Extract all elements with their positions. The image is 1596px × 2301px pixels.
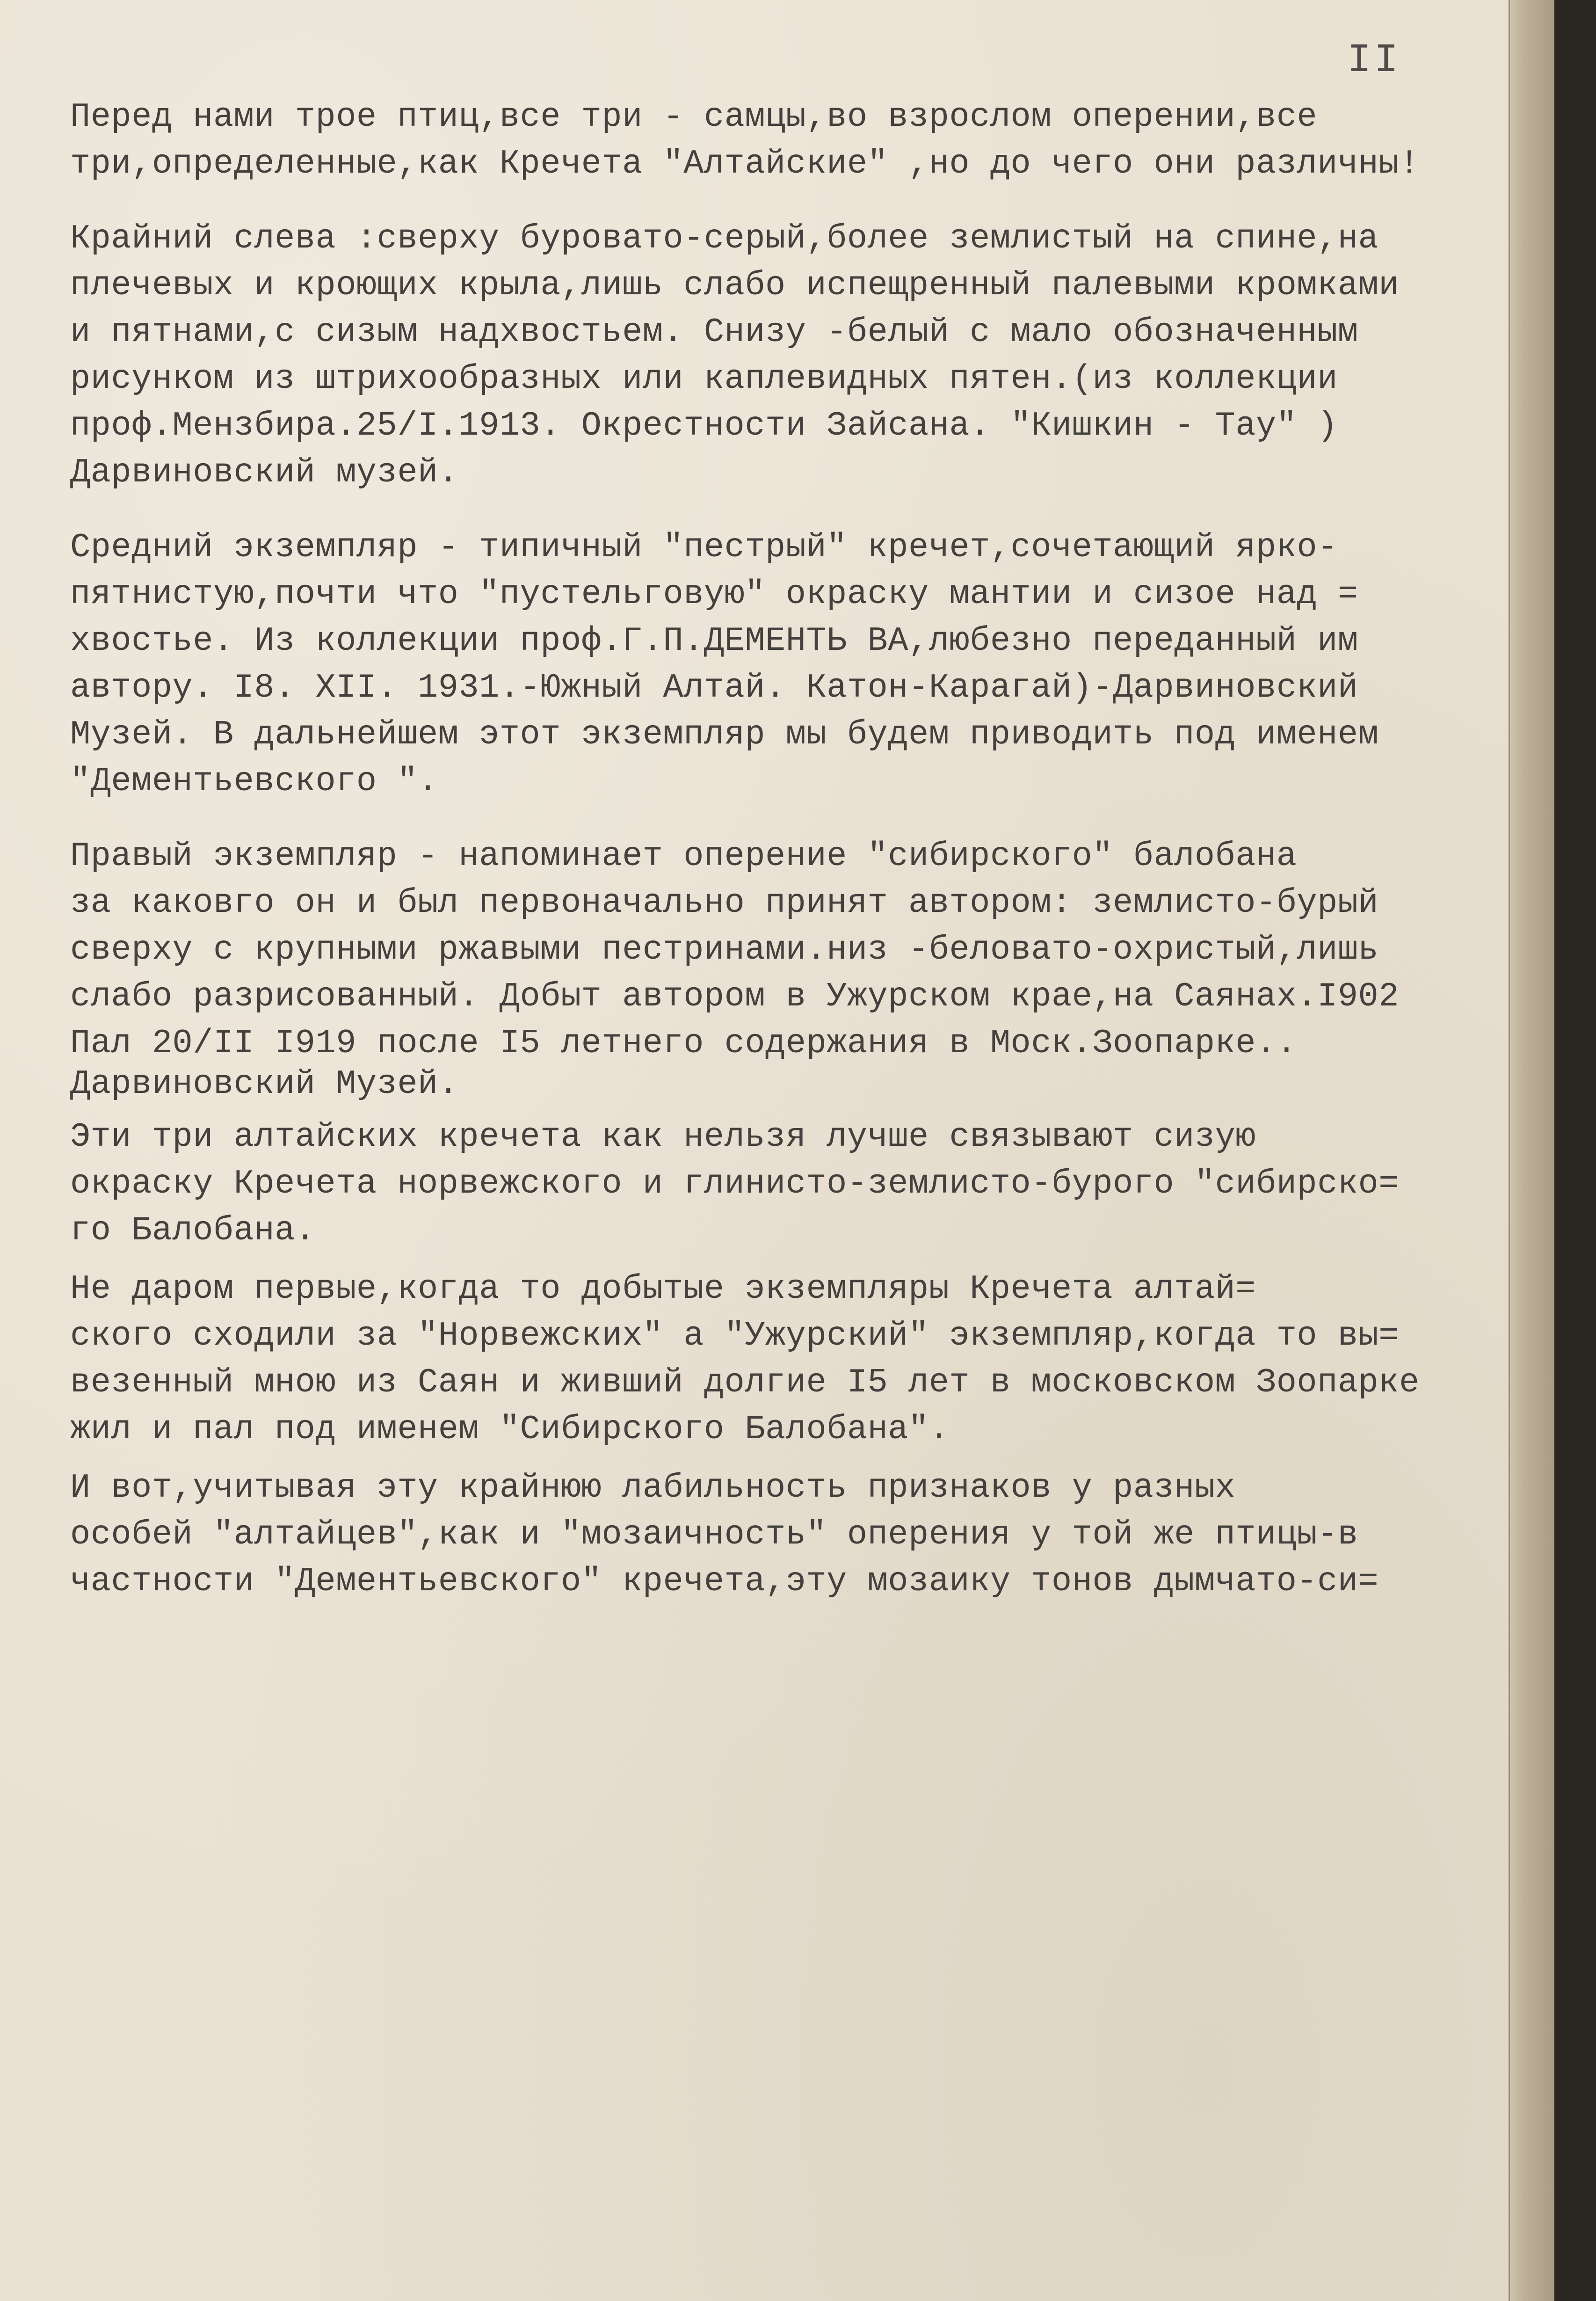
- text-line: особей "алтайцев",как и "мозаичность" оперения у той же птицы-в: [70, 1515, 1358, 1554]
- text-line: Средний экземпляр - типичный "пестрый" кречет,сочетающий ярко-: [70, 528, 1338, 567]
- text-line: автору. I8. XII. 1931.-Южный Алтай. Катон-Карагай)-Дарвиновский: [70, 669, 1358, 707]
- text-line: Дарвиновский Музей.: [70, 1065, 459, 1103]
- text-line: проф.Мензбира.25/I.1913. Окрестности Зайсана. "Кишкин - Тау" ): [70, 407, 1338, 445]
- page-edge: [1509, 0, 1554, 2301]
- text-line: частности "Дементьевского" кречета,эту мозаику тонов дымчато-си=: [70, 1562, 1379, 1601]
- text-line: сверху с крупными ржавыми пестринами.низ -беловато-охристый,лишь: [70, 931, 1379, 969]
- text-line: плечевых и кроющих крыла,лишь слабо испещренный палевыми кромками: [70, 266, 1399, 305]
- text-line: го Балобана.: [70, 1211, 316, 1250]
- paragraph-right-specimen: [70, 833, 1497, 1102]
- text-line: Правый экземпляр - напоминает оперение "сибирского" балобана: [70, 837, 1297, 875]
- paragraph-left-specimen: [70, 215, 1497, 496]
- text-line: пятнистую,почти что "пустельговую" окраску мантии и сизое над =: [70, 575, 1358, 613]
- text-line: окраску Кречета норвежского и глинисто-землисто-бурого "сибирско=: [70, 1165, 1399, 1203]
- text-line: хвостье. Из коллекции проф.Г.П.ДЕМЕНТЬ ВА,любезно переданный им: [70, 622, 1358, 660]
- page-number: II: [1347, 37, 1401, 83]
- text-line: ского сходили за "Норвежских" а "Ужурский" экземпляр,когда то вы=: [70, 1317, 1399, 1355]
- paragraph-not-for-nothing: [70, 1266, 1497, 1453]
- text-line: Не даром первые,когда то добытые экземпляры Кречета алтай=: [70, 1270, 1256, 1308]
- text-line: везенный мною из Саян и живший долгие I5 лет в московском Зоопарке: [70, 1363, 1420, 1402]
- typewritten-text: [70, 94, 1497, 1605]
- paragraph-lability: [70, 1464, 1497, 1605]
- text-line: и пятнами,с сизым надхвостьем. Снизу -белый с мало обозначенным: [70, 313, 1358, 351]
- paragraph-middle-specimen: [70, 524, 1497, 805]
- text-line: "Дементьевского ".: [70, 762, 438, 801]
- text-line: Перед нами трое птиц,все три - самцы,во взрослом оперении,все: [70, 98, 1318, 136]
- text-line: за каковго он и был первоначально принят автором: землисто-бурый: [70, 884, 1379, 922]
- text-line: жил и пал под именем "Сибирского Балобана".: [70, 1410, 950, 1449]
- text-line: Эти три алтайских кречета как нельзя лучше связывают сизую: [70, 1118, 1256, 1156]
- paragraph-intro: [70, 94, 1497, 187]
- paragraph-connection: [70, 1114, 1497, 1254]
- text-line: Пал 20/II I919 после I5 летнего содержания в Моск.Зоопарке..: [70, 1024, 1297, 1063]
- text-line: Крайний слева :сверху буровато-серый,более землистый на спине,на: [70, 219, 1379, 258]
- text-line: три,определенные,как Кречета "Алтайские" ,но до чего они различны!: [70, 145, 1420, 183]
- text-line: рисунком из штрихообразных или каплевидных пятен.(из коллекции: [70, 360, 1338, 398]
- text-line: Музей. В дальнейшем этот экземпляр мы будем приводить под именем: [70, 715, 1379, 754]
- text-line: Дарвиновский музей.: [70, 453, 459, 492]
- text-line: И вот,учитывая эту крайнюю лабильность признаков у разных: [70, 1469, 1236, 1507]
- text-line: слабо разрисованный. Добыт автором в Ужурском крае,на Саянах.I902: [70, 977, 1399, 1016]
